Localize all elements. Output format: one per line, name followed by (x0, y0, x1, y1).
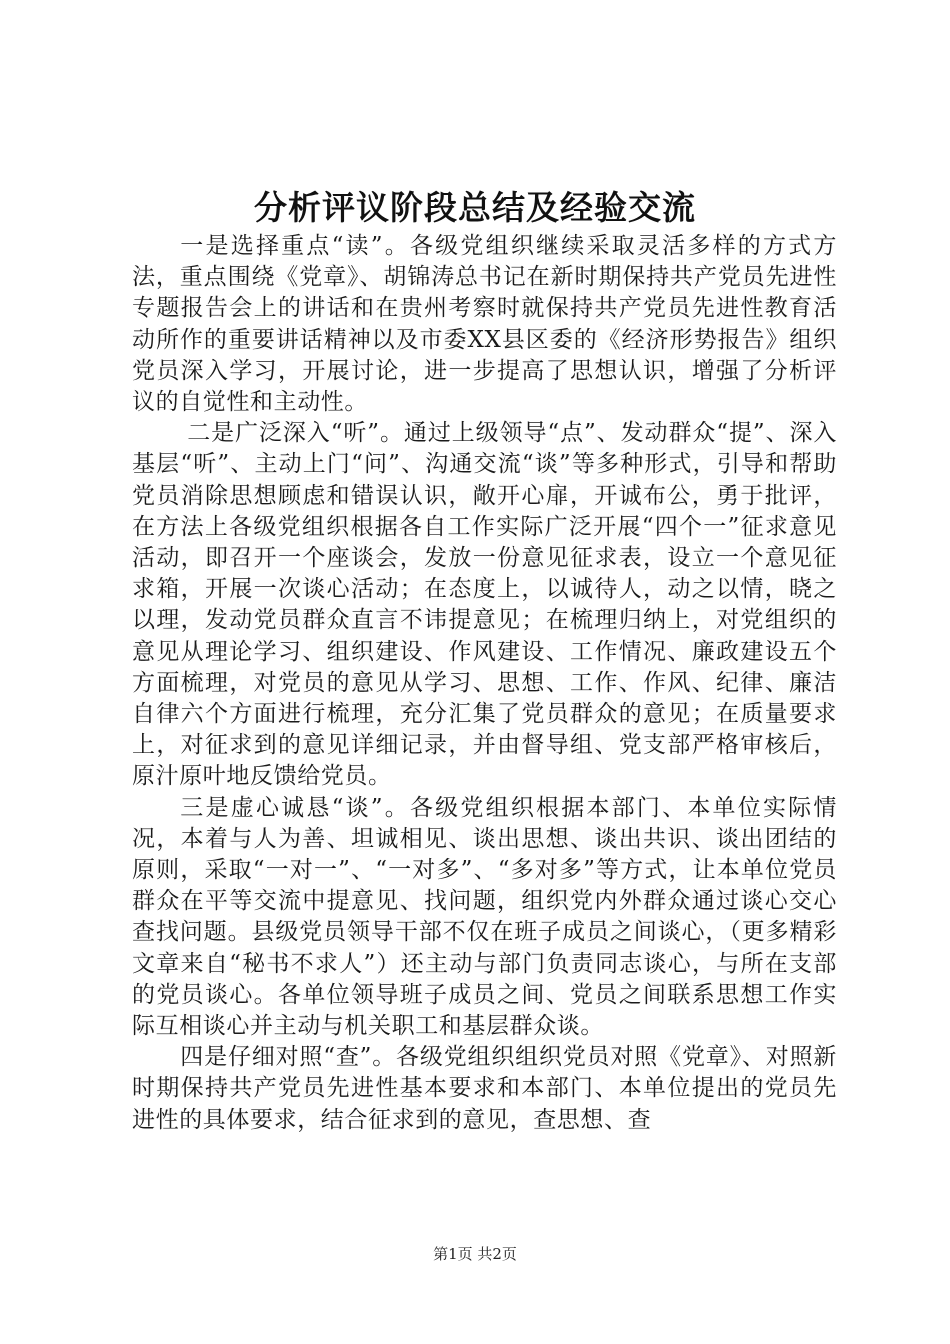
paragraph-listen: 二是广泛深入“听”。通过上级领导“点”、发动群众“提”、深入基层“听”、主动上门“问”、沟通交流“谈”等多种形式，引导和帮助党员消除思想顾虑和错误认识，敞开心扉，开诚布公，勇于批评，在方法上各级党组织根据各自工作实际广泛开展“四个一”征求意见活动，即召开一个座谈会，发放一份意见征求表，设立一个意见征求箱，开展一次谈心活动；在态度上，以诚待人，动之以情，晓之以理，发动党员群众直言不讳提意见；在梳理归纳上，对党组织的意见从理论学习、组织建设、作风建设、工作情况、廉政建设五个方面梳理，对党员的意见从学习、思想、工作、作风、纪律、廉洁自律六个方面进行梳理，充分汇集了党员群众的意见；在质量要求上，对征求到的意见详细记录，并由督导组、党支部严格审核后，原汁原叶地反馈给党员。 (132, 420, 837, 790)
page-number-footer: 第1页 共2页 (433, 1245, 517, 1263)
paragraph-read: 一是选择重点“读”。各级党组织继续采取灵活多样的方式方法，重点围绕《党章》、胡锦涛总书记在新时期保持共产党员先进性专题报告会上的讲话和在贵州考察时就保持共产党员先进性教育活动所作的重要讲话精神以及市委XX县区委的《经济形势报告》组织党员深入学习，开展讨论，进一步提高了思想认识，增强了分析评议的自觉性和主动性。 (132, 233, 837, 416)
document-body (132, 231, 837, 1136)
paragraph-talk: 三是虚心诚恳“谈”。各级党组织根据本部门、本单位实际情况，本着与人为善、坦诚相见、谈出思想、谈出共识、谈出团结的原则，采取“一对一”、“一对多”、“多对多”等方式，让本单位党员群众在平等交流中提意见、找问题，组织党内外群众通过谈心交心查找问题。县级党员领导干部不仅在班子成员之间谈心，（更多精彩文章来自“秘书不求人”）还主动与部门负责同志谈心，与所在支部的党员谈心。各单位领导班子成员之间、党员之间联系思想工作实际互相谈心并主动与机关职工和基层群众谈。 (132, 794, 837, 1040)
document-title: 分析评议阶段总结及经验交流 (254, 188, 696, 227)
paragraph-check: 四是仔细对照“查”。各级党组织组织党员对照《党章》、对照新时期保持共产党员先进性基本要求和本部门、本单位提出的党员先进性的具体要求，结合征求到的意见，查思想、查 (132, 1044, 837, 1133)
